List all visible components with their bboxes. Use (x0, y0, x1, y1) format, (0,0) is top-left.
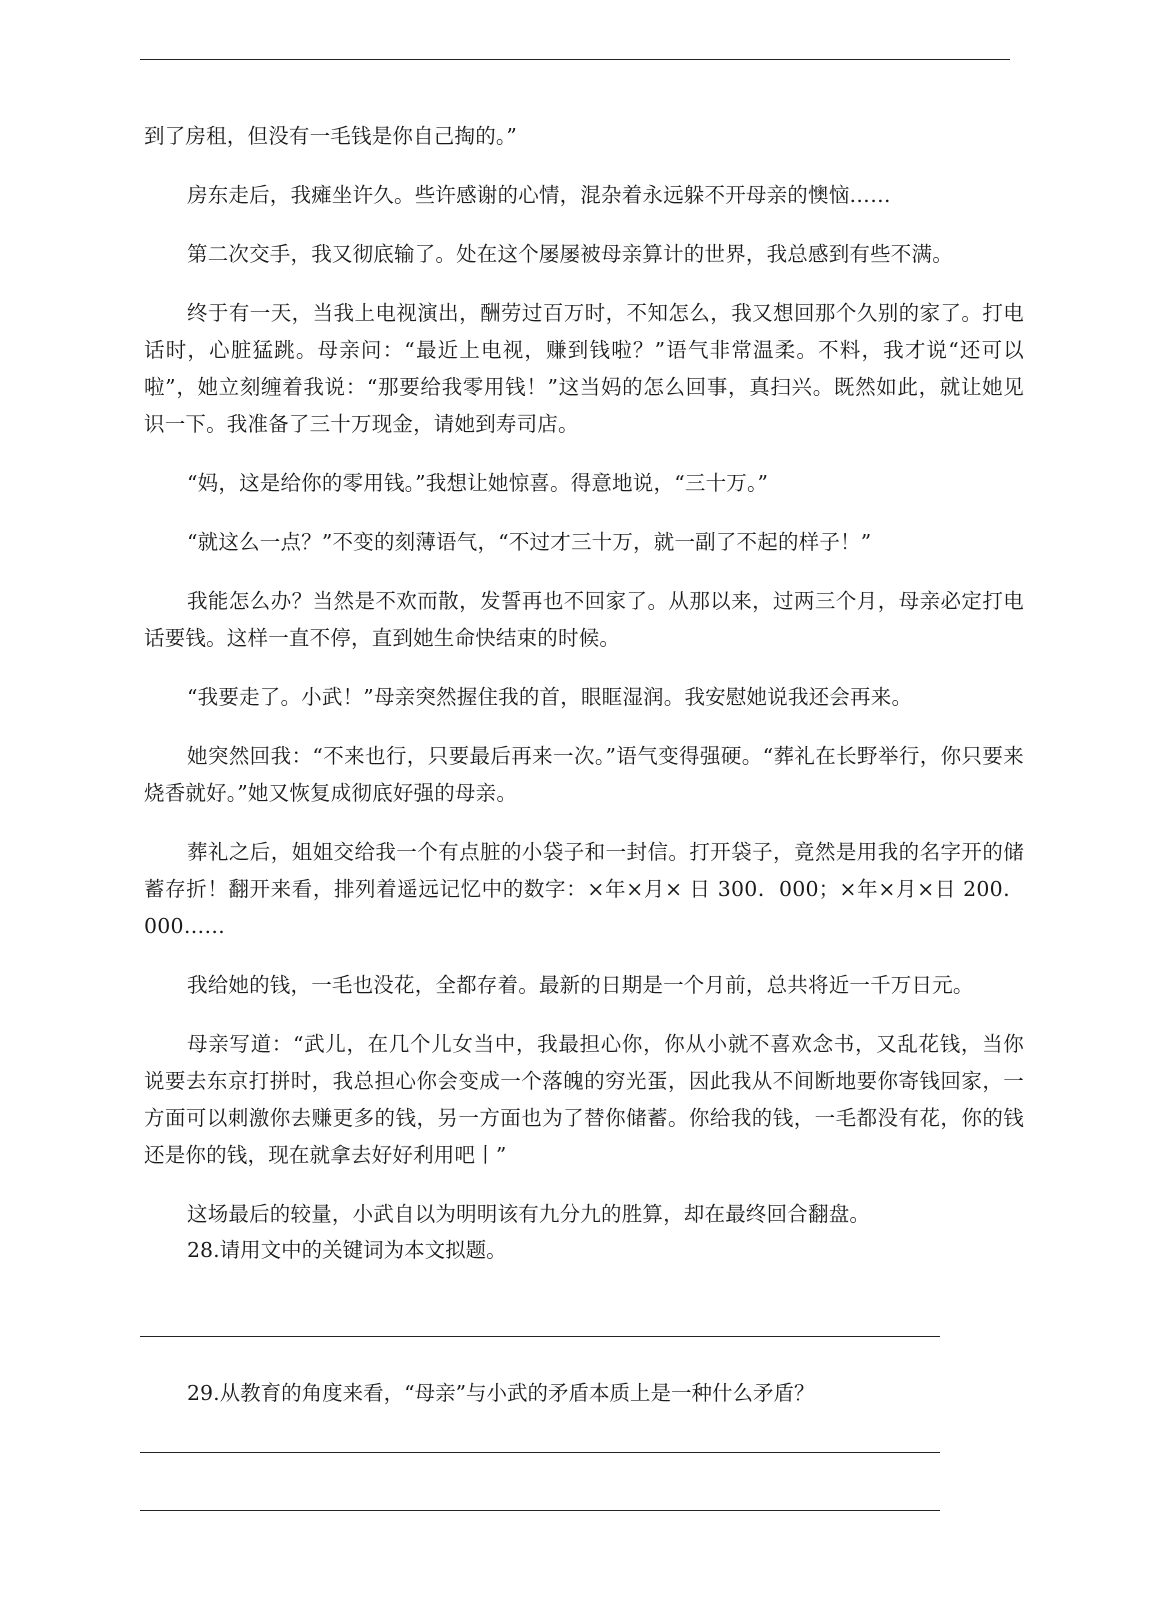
paragraph-13: 这场最后的较量，小武自以为明明该有九分九的胜算，却在最终回合翻盘。 (187, 1202, 871, 1226)
paragraph-9: 她突然回我：“不来也行，只要最后再来一次。”语气变得强硬。“葬礼在长野举行，你只要来烧香就好。”她又恢复成彻底好强的母亲。 (144, 744, 1024, 805)
paragraph-1: 到了房租，但没有一毛钱是你自己掏的。” (144, 124, 518, 148)
answer-line-28[interactable] (140, 1336, 940, 1337)
paragraph-12: 母亲写道：“武儿，在几个儿女当中，我最担心你，你从小就不喜欢念书，又乱花钱，当你说要去东京打拼时，我总担心你会变成一个落魄的穷光蛋，因此我从不间断地要你寄钱回家，一方面可以刺激你去赚更多的钱，另一方面也为了替你储蓄。你给我的钱，一毛都没有花，你的钱还是你的钱，现在就拿去好好利用吧丨” (144, 1032, 1024, 1167)
paragraph-2: 房东走后，我瘫坐许久。些许感谢的心情，混杂着永远躲不开母亲的懊恼…… (187, 183, 891, 207)
paragraph-6: “就这么一点？”不变的刻薄语气，“不过才三十万，就一副了不起的样子！” (187, 530, 872, 554)
answer-line-29-2[interactable] (140, 1510, 940, 1511)
paragraph-8: “我要走了。小武！”母亲突然握住我的首，眼眶湿润。我安慰她说我还会再来。 (187, 685, 913, 709)
paragraph-3: 第二次交手，我又彻底输了。处在这个屡屡被母亲算计的世界，我总感到有些不满。 (187, 242, 953, 266)
question-29: 29.从教育的角度来看，“母亲”与小武的矛盾本质上是一种什么矛盾？ (187, 1381, 815, 1405)
question-28: 28.请用文中的关键词为本文拟题。 (187, 1238, 507, 1262)
header-rule (140, 59, 1010, 60)
paragraph-4: 终于有一天，当我上电视演出，酬劳过百万时，不知怎么，我又想回那个久别的家了。打电话时，心脏猛跳。母亲问：“最近上电视，赚到钱啦？”语气非常温柔。不料，我才说“还可以啦”，她立刻缠着我说：“那要给我零用钱！”这当妈的怎么回事，真扫兴。既然如此，就让她见识一下。我准备了三十万现金，请她到寿司店。 (144, 301, 1024, 436)
article-body (144, 118, 1024, 1255)
paragraph-5: “妈，这是给你的零用钱。”我想让她惊喜。得意地说，“三十万。” (187, 471, 769, 495)
answer-line-29-1[interactable] (140, 1452, 940, 1453)
paragraph-10: 葬礼之后，姐姐交给我一个有点脏的小袋子和一封信。打开袋子，竟然是用我的名字开的储蓄存折！翻开来看，排列着遥远记忆中的数字：×年×月× 日 300．000；×年×月×日 200．000…… (144, 840, 1024, 938)
paragraph-7: 我能怎么办？当然是不欢而散，发誓再也不回家了。从那以来，过两三个月，母亲必定打电话要钱。这样一直不停，直到她生命快结束的时候。 (144, 589, 1024, 650)
paragraph-11: 我给她的钱，一毛也没花，全都存着。最新的日期是一个月前，总共将近一千万日元。 (187, 973, 974, 997)
